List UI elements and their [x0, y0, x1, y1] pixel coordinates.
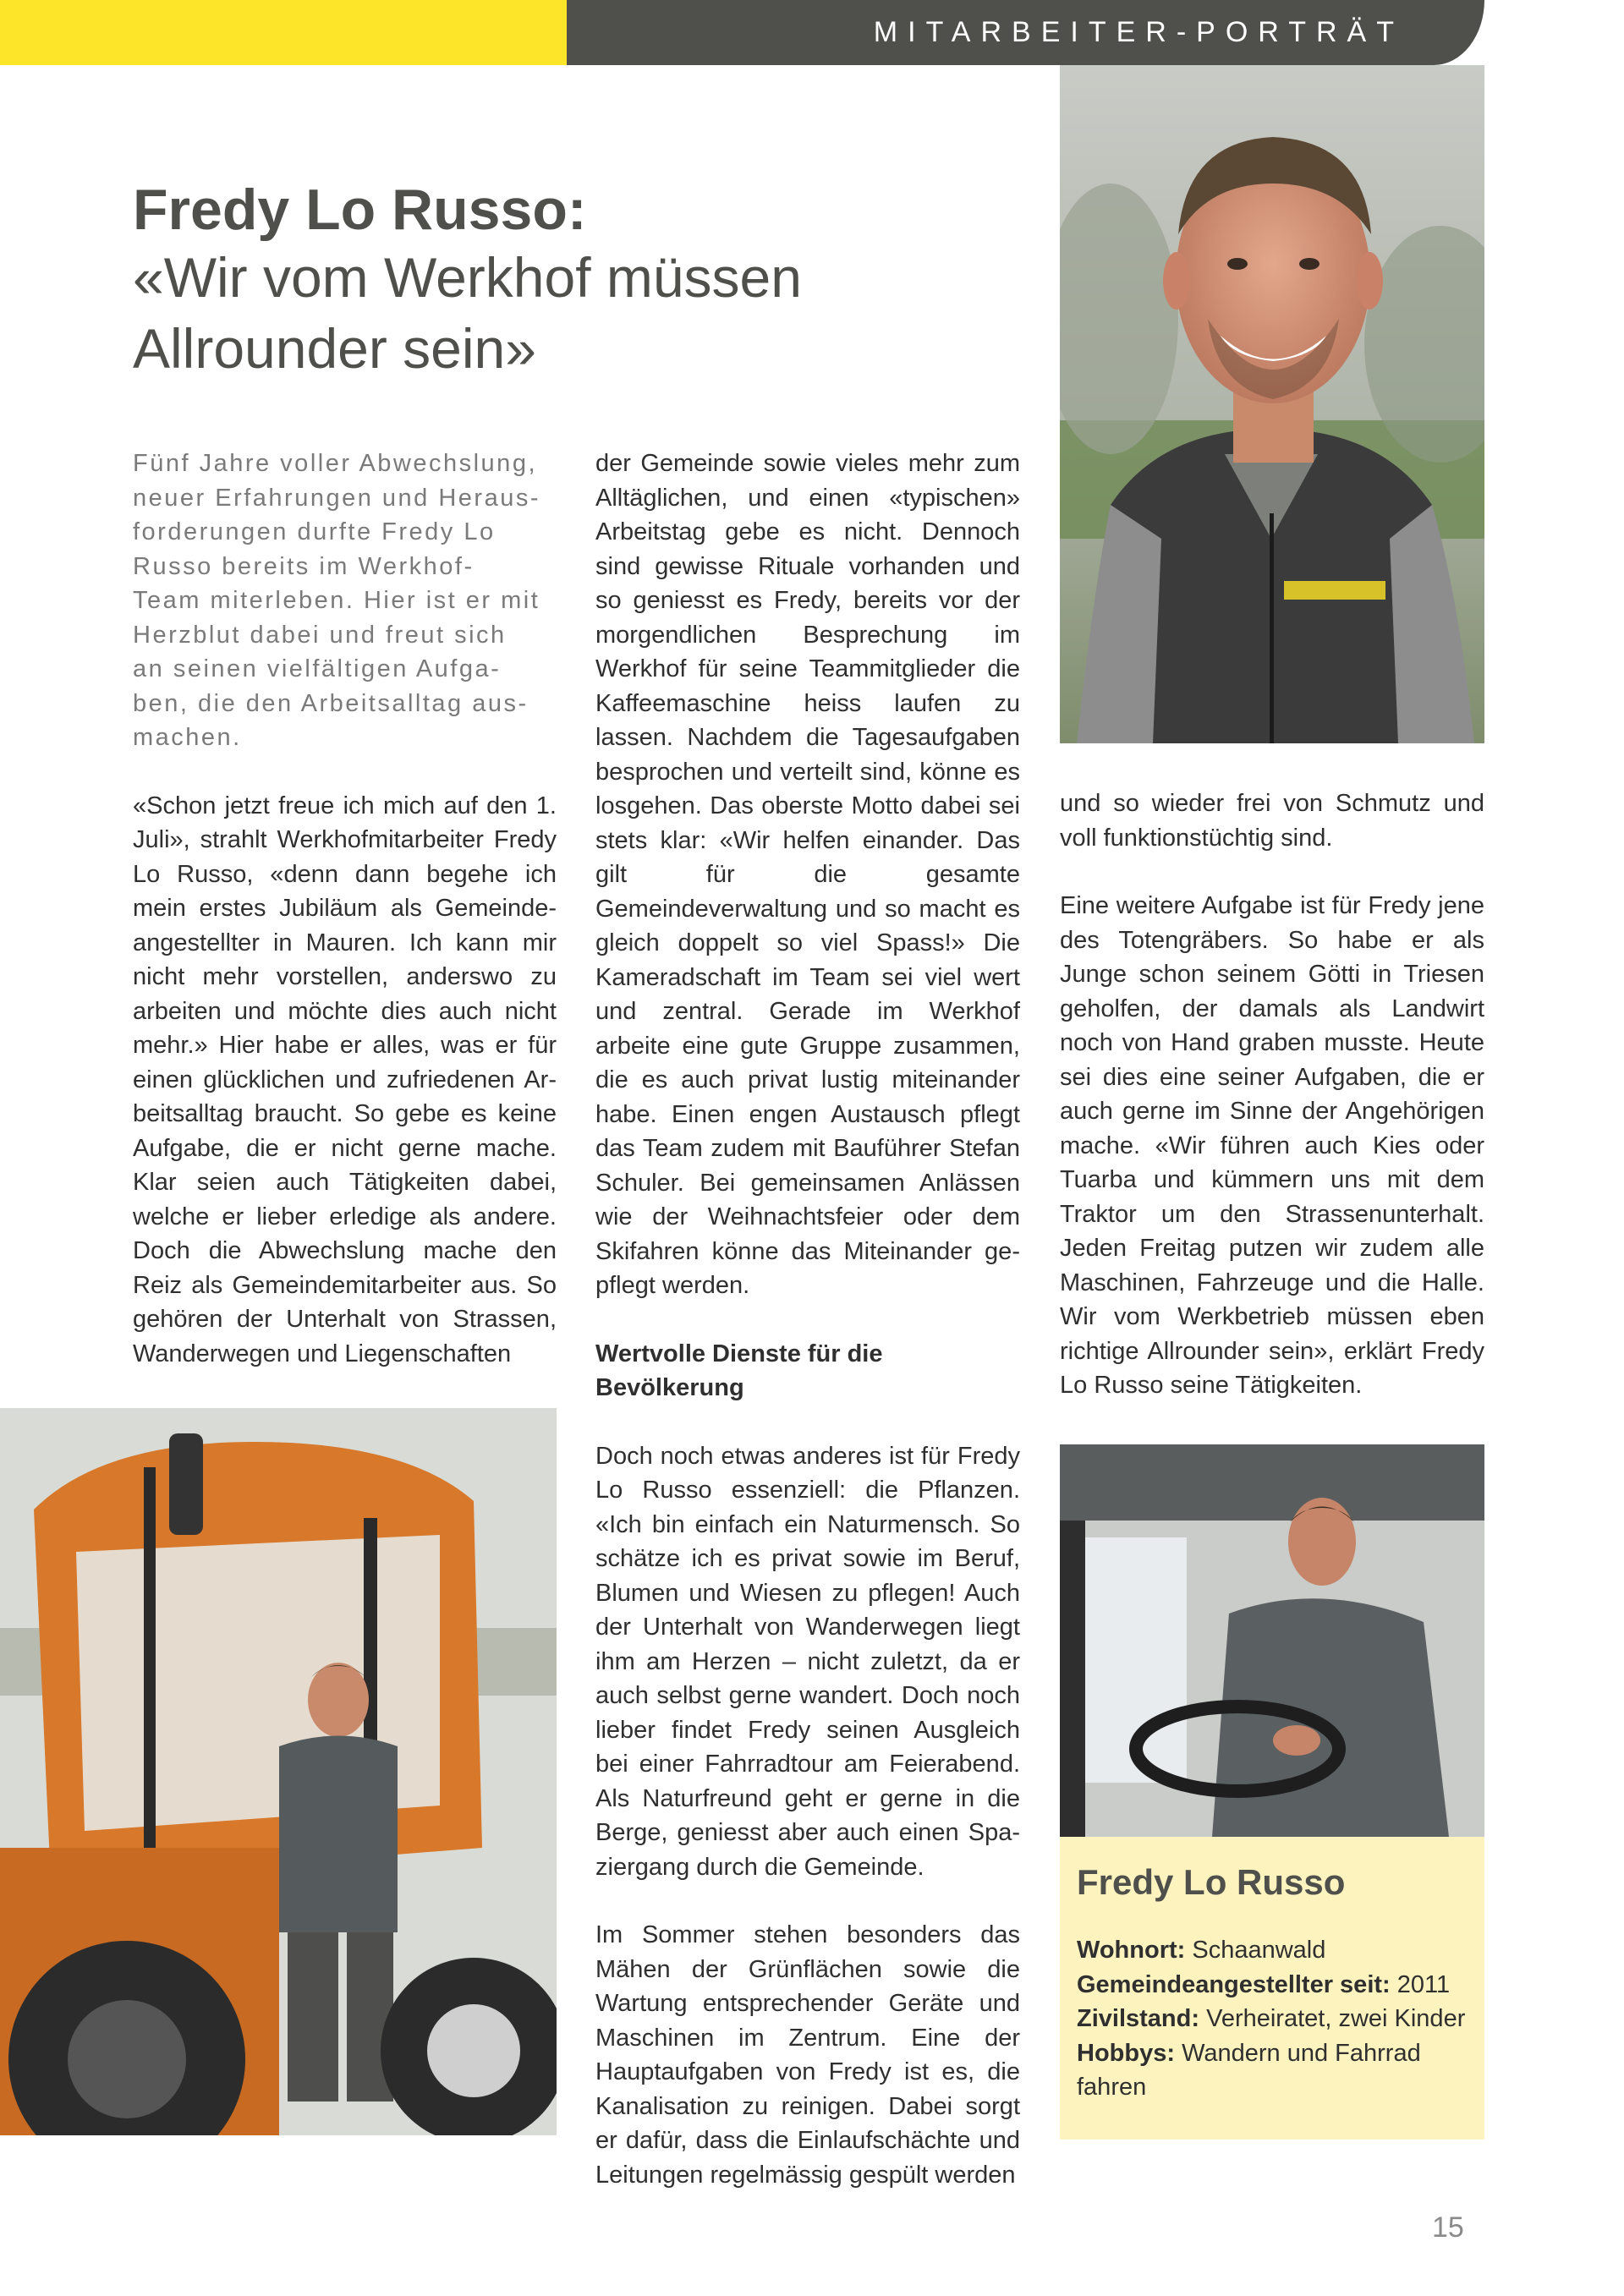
body-paragraph: der Gemeinde sowie vieles mehr zum Alltäglichen, und einen «typischen» Arbeitstag gebe es nicht. Dennoch sind gewisse Rituale vorhanden und so geniesst es Fredy, bereits vor der morgendlichen Besprechung im Werkhof für seine Teammitglieder die Kaffeemaschine heiss laufen zu lassen. Nachdem die Tagesaufgaben besprochen und verteilt sind, könne es losgehen. Das oberste Motto dabei sei stets klar: «Wir helfen einander. Das gilt für die gesamte Gemeindeverwaltung und so macht es gleich doppelt so viel Spass!» Die Kameradschaft im Team sei viel wert und zentral. Gerade im Werkhof arbeite eine gute Gruppe zusammen, die es auch privat lustig miteinander habe. Einen engen Austausch pflegt das Team zudem mit Bauführer Stefan Schuler. Bei gemeinsamen Anlässen wie der Weihnachtsfeier oder dem Skifahren könne das Miteinander gepflegt werden. [595, 450, 1020, 1299]
lead-paragraph [133, 447, 557, 755]
lead-line: Herzblut dabei und freut sich [133, 621, 507, 649]
body-paragraph: Doch noch etwas anderes ist für Fredy Lo Russo essenziell: die Pflanzen. «Ich bin einfach ein Naturmensch. So schätze ich es privat sowie im Beruf, Blumen und Wiesen zu pflegen! Auch der Unterhalt von Wanderwegen liegt ihm am Herzen – nicht zuletzt, da er auch selbst gerne wandert. Doch noch lieber findet Fredy seinen Ausgleich bei einer Fahrradtour am Feierabend. Als Naturfreund geht er gerne in die Berge, geniesst aber auch einen Spaziergang durch die Gemeinde. [595, 1442, 1020, 1881]
article-column-1 [133, 447, 557, 1371]
accent-bar [0, 0, 567, 65]
article-column-2 [595, 447, 1020, 2192]
infobox-label: Wohnort: [1077, 1937, 1186, 1964]
profile-infobox [1060, 1837, 1484, 2140]
headline-quote-line1: «Wir vom Werkhof müssen [133, 246, 802, 309]
body-paragraph: «Schon jetzt freue ich mich auf den 1. Juli», strahlt Werkhofmitarbeiter Fredy Lo Russo, «denn dann begehe ich mein erstes Jubiläum als Gemeindeangestellter in Mauren. Ich kann mir nicht mehr vorstellen, anderswo zu arbeiten und möchte dies auch nicht mehr.» Hier habe er alles, was er für einen glücklichen und zufriedenen Arbeitsalltag braucht. So gebe es keine Aufgabe, die er nicht gerne mache. Klar seien auch Tätigkeiten dabei, welche er lieber erledige als andere. Doch die Abwechslung mache den Reiz als Gemeindemitarbeiter aus. So gehören der Unterhalt von Strassen, Wanderwegen und Liegenschaften [133, 792, 557, 1367]
section-label: MITARBEITER-PORTRÄT [873, 16, 1404, 48]
lead-line: ben, die den Arbeitsalltag aus- [133, 689, 529, 717]
infobox-value: 2011 [1396, 1970, 1451, 1998]
infobox-label: Zivilstand: [1077, 2005, 1200, 2032]
article-headline [133, 178, 894, 384]
infobox-row-hobbies [1077, 2036, 1468, 2105]
article-column-3 [1060, 786, 1484, 1403]
infobox-label: Gemeindeangestellter seit: [1077, 1970, 1391, 1998]
infobox-row-employed-since [1077, 1968, 1468, 2003]
lead-line: an seinen vielfältigen Aufga- [133, 655, 502, 682]
infobox-value: Verheiratet, zwei Kinder [1206, 2005, 1466, 2032]
infobox-row-residence [1077, 1933, 1468, 1968]
page-number: 15 [1432, 2211, 1464, 2244]
lead-line: neuer Erfahrungen und Heraus- [133, 484, 540, 512]
lead-line: Fünf Jahre voller Abwechslung, [133, 450, 537, 477]
subheading: Wertvolle Dienste für die Bevölkerung [595, 1340, 883, 1401]
infobox-label: Hobbys: [1077, 2039, 1175, 2067]
lead-line: Team miterleben. Hier ist er mit [133, 587, 540, 614]
lead-line: forderungen durfte Fredy Lo [133, 518, 496, 545]
portrait-photo [1060, 65, 1484, 743]
infobox-value: Wandern und Fahrrad fahren [1077, 2039, 1421, 2101]
lead-line: machen. [133, 724, 242, 751]
tractor-cab-photo [1060, 1444, 1484, 1837]
infobox-value: Schaanwald [1192, 1937, 1326, 1964]
infobox-title: Fredy Lo Russo [1077, 1862, 1346, 1902]
section-banner [567, 0, 1484, 65]
headline-quote-line2: Allrounder sein» [133, 317, 536, 380]
lead-line: Russo bereits im Werkhof- [133, 552, 475, 580]
body-paragraph: Eine weitere Aufgabe ist für Fredy jene des Totengräbers. So habe er als Junge schon seinem Götti in Triesen geholfen, der damals als Landwirt noch von Hand graben musste. Heute sei dies eine seiner Aufgaben, die er auch gerne im Sinne der Angehörigen mache. «Wir führen auch Kies oder Tuarba und kümmern uns mit dem Traktor um den Strassenunterhalt. Jeden Freitag putzen wir zudem alle Maschinen, Fahrzeuge und die Halle. Wir vom Werkbetrieb müssen eben richtige Allrounder sein», erklärt Fredy Lo Russo seine Tätigkeiten. [1060, 892, 1484, 1399]
headline-name: Fredy Lo Russo: [133, 178, 587, 242]
tractor-photo [0, 1408, 557, 2135]
body-paragraph: Im Sommer stehen besonders das Mähen der Grünflächen sowie die Wartung entsprechender Geräte und Maschinen im Zentrum. Eine der Hauptaufgaben von Fredy ist es, die Kanalisation zu reinigen. Dabei sorgt er dafür, dass die Einlaufschächte und Leitungen regelmässig gespült werden [595, 1921, 1020, 2189]
body-paragraph: und so wieder frei von Schmutz und voll funktionstüchtig sind. [1060, 790, 1484, 852]
infobox-row-marital-status [1077, 2002, 1468, 2036]
